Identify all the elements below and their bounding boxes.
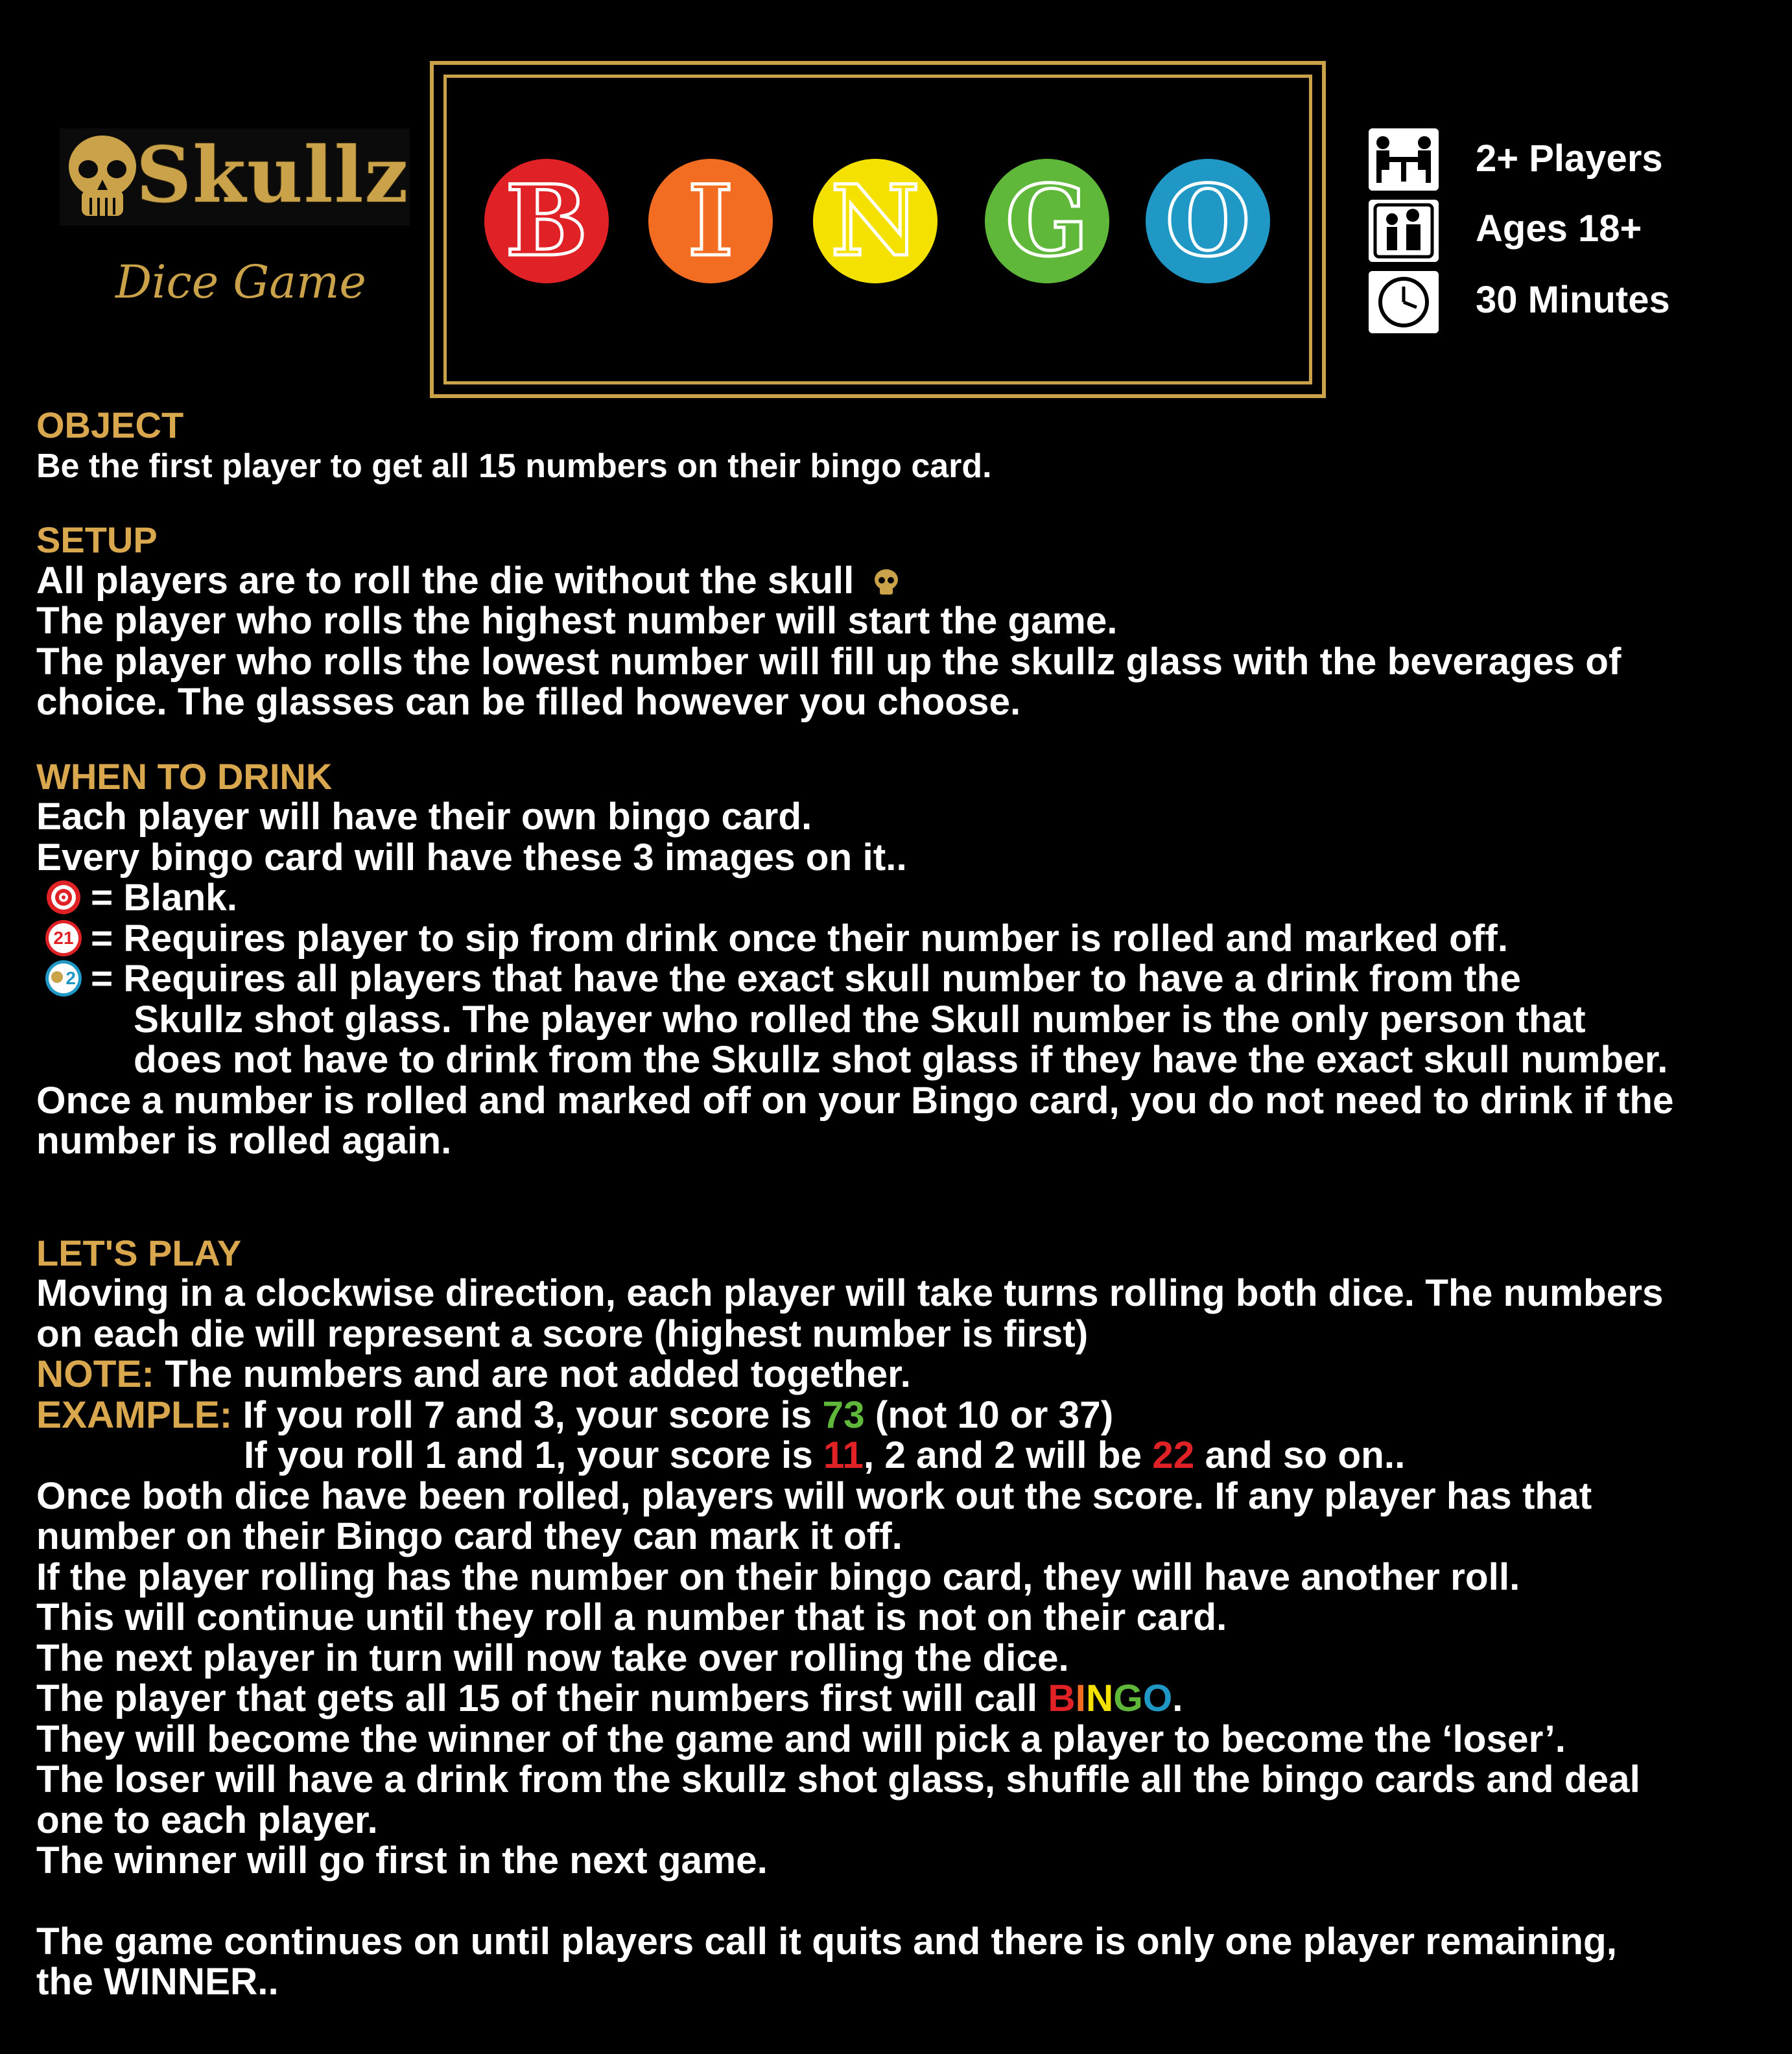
bingo-ball-b: B <box>484 159 609 283</box>
drink-after: number is rolled again. <box>36 1120 452 1162</box>
target-icon <box>45 879 82 915</box>
setup-line: The player who rolls the highest number will start the game. <box>36 600 1118 642</box>
bingo-word-letter: B <box>1048 1677 1076 1719</box>
bingo-call-line <box>36 1679 1761 1719</box>
sip-text: = Requires player to sip from drink once their number is rolled and marked off. <box>91 917 1509 960</box>
logo-subtitle: Dice Game <box>115 255 366 309</box>
skull-line: Skullz shot glass. The player who rolled the Skull number is the only person that <box>134 998 1586 1041</box>
bingo-word-letter: O <box>1142 1677 1173 1719</box>
drink-after: Once a number is rolled and marked off on your Bingo card, you do not need to drink if the <box>36 1079 1674 1122</box>
bingo-ball-g: G <box>985 159 1109 283</box>
play-line: This will continue until they roll a number that is not on their card. <box>36 1596 1227 1638</box>
play-line: Once both dice have been rolled, players will work out the score. If any player has that <box>36 1474 1592 1517</box>
skull-line: does not have to drink from the Skullz shot glass if they have the exact skull number. <box>134 1039 1668 1081</box>
setup-line: choice. The glasses can be filled however you choose. <box>36 681 1021 723</box>
play-line: They will become the winner of the game and will pick a player to become the ‘loser’. <box>36 1718 1566 1760</box>
drink-line: Every bingo card will have these 3 images on it.. <box>36 836 907 879</box>
example-line <box>36 1395 1761 1436</box>
bingo-ball-n: N <box>813 159 937 283</box>
setup-line: The player who rolls the lowest number will fill up the skullz glass with the beverages of <box>36 640 1621 683</box>
skull-line <box>36 959 1761 1000</box>
example-text: and so on.. <box>1194 1434 1406 1476</box>
note-line <box>36 1354 1761 1395</box>
rules-content <box>36 405 1761 2003</box>
example-score: 22 <box>1152 1434 1195 1476</box>
skull-icon <box>871 567 901 597</box>
example-score: 11 <box>823 1434 864 1476</box>
clock-icon <box>1369 271 1439 333</box>
bingo-word-letter: N <box>1085 1677 1114 1719</box>
bingo-word-letter: G <box>1113 1677 1143 1719</box>
bingo-call-text: . <box>1172 1677 1183 1719</box>
example-text: If you roll 7 and 3, your score is <box>232 1393 823 1436</box>
skull-text: = Requires all players that have the exact skull number to have a drink from the <box>91 958 1521 1000</box>
note-label: NOTE: <box>36 1353 154 1395</box>
play-line: on each die will represent a score (highest number is first) <box>36 1312 1089 1355</box>
play-line: If the player rolling has the number on their bingo card, they will have another roll. <box>36 1555 1520 1598</box>
drink-heading: WHEN TO DRINK <box>36 755 333 797</box>
example-text: If you roll 1 and 1, your score is <box>244 1434 824 1476</box>
drink-line: Each player will have their own bingo card. <box>36 796 812 838</box>
object-heading: OBJECT <box>36 405 184 445</box>
final-line: The game continues on until players call it quits and there is only one player remaining, <box>36 1920 1618 1963</box>
ages-text: Ages 18+ <box>1476 207 1642 250</box>
play-line: number on their Bingo card they can mark it off. <box>36 1515 902 1557</box>
example-score: 73 <box>822 1393 865 1436</box>
play-line: The winner will go first in the next game. <box>36 1839 768 1882</box>
note-text: The numbers and are not added together. <box>154 1353 911 1395</box>
skull-ball-icon: 2 <box>45 960 82 997</box>
play-line: The loser will have a drink from the skullz shot glass, shuffle all the bingo cards and deal <box>36 1758 1640 1800</box>
number-ball-red-icon: 21 <box>45 920 82 956</box>
play-line: one to each player. <box>36 1799 378 1841</box>
ages-icon <box>1369 200 1439 262</box>
example-text: (not 10 or 37) <box>864 1393 1114 1436</box>
setup-line <box>36 561 1761 602</box>
final-line: the WINNER.. <box>36 1961 279 2003</box>
sip-line <box>36 919 1761 960</box>
bingo-ball-i: I <box>648 159 773 283</box>
blank-line <box>36 878 1761 919</box>
time-text: 30 Minutes <box>1476 279 1670 321</box>
play-line: The next player in turn will now take over rolling the dice. <box>36 1636 1069 1679</box>
example-text: , 2 and 2 will be <box>863 1434 1153 1476</box>
object-text: Be the first player to get all 15 numbers on their bingo card. <box>36 447 992 485</box>
play-line: Moving in a clockwise direction, each player will take turns rolling both dice. The numbers <box>36 1272 1664 1314</box>
players-icon <box>1369 128 1439 191</box>
example-label: EXAMPLE: <box>36 1393 233 1436</box>
blank-text: = Blank. <box>91 877 237 919</box>
players-text: 2+ Players <box>1476 137 1663 180</box>
skull-logo-icon <box>64 133 141 222</box>
bingo-word-letter: I <box>1075 1677 1086 1719</box>
logo-wordmark: Skullz <box>136 130 410 220</box>
example-line-2 <box>36 1435 1761 1476</box>
play-heading: LET'S PLAY <box>36 1232 242 1273</box>
setup-line-text: All players are to roll the die without the skull <box>36 559 855 602</box>
setup-heading: SETUP <box>36 519 158 560</box>
bingo-ball-o: O <box>1146 159 1270 283</box>
bingo-call-text: The player that gets all 15 of their numbers first will call <box>36 1677 1048 1719</box>
